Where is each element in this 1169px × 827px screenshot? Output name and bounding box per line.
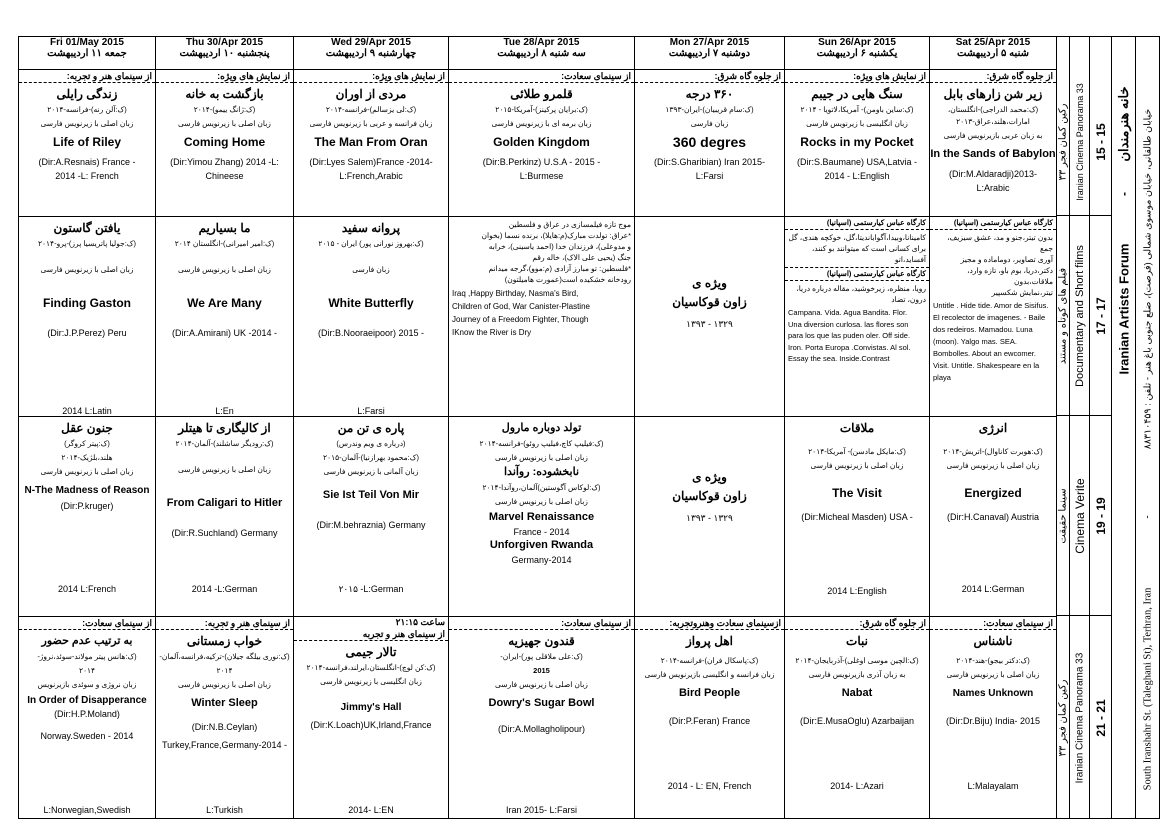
film-director: (Dir:K.Loach)UK,Irland,France [310,720,432,730]
film-credit: (ک:بهروز نورانی پور) ایران - ۲۰۱۵ [318,239,424,248]
film-credit: (ک:نوری بیلگه جیلان)-ترکیه،فرانسه،آلمان- [159,652,290,661]
film-meta: L:En [215,406,234,416]
film-meta: 2014 - L:English [824,171,890,181]
film-meta: 2014 L:German [961,584,1025,594]
film-title-en: Rocks in my Pocket [800,135,914,149]
film-language: زبان اصلی با زیرنویس فارسی [495,680,588,689]
film-language: زبان فارسی [690,119,729,128]
film-credit: (درباره ی ویم وندرس) [336,439,406,448]
film-director: (Dir:E.MusaOglu) Azarbaijan [799,716,915,726]
film-language: زبان اصلی با زیرنویس فارسی [40,119,134,128]
film-title-en: The Visit [832,486,882,500]
film-language: زبان انگلیسی با زیرنویس فارسی [320,677,422,686]
film-director: (Dir:H.Canaval) Austria [946,512,1040,522]
film-cell [930,617,1057,819]
film-meta: ۲۰۱۵ -L:German [338,584,404,594]
film-credit: (ک:لوکاس آگوستین)آلمان،روآندا-۲۰۱۴ [482,483,601,492]
film-cell [449,417,635,617]
film-meta: Iran 2015- L:Farsi [505,805,578,815]
section-label: از جلوه گاه شرق: [785,617,929,630]
section-label: از سینمای سعادت: [449,617,634,630]
film-meta: L:Turkish [206,805,243,815]
film-credit: (ک:پیتر کروگر) [64,439,110,448]
film-title-fa: قندون جهیزیه [508,634,575,648]
film-credit: (ک:کن لوچ)-انگلستان،ایرلند،فرانسه-۲۰۱۴ [306,663,436,672]
film-credit: (ک:جولیا پاتریسیا پرز)-پرو-۲۰۱۴ [37,239,137,248]
film-meta: Norway.Sweden - 2014 [40,731,134,741]
film-language: به زبان آذری بازیرنویس فارسی [808,670,906,679]
section-strip-cell: فیلم های کوتاه و مستند [1056,216,1069,416]
section-strip-cell: رکین کمان فجر ۳۳ [1057,679,1068,757]
film-credit: (ک:هانس پیتر مولاند-سوئد،نروژ- [37,652,137,661]
program-description-fa: کامینانا،وبیدا،آگواباندیتا،گل، خوکچه هندی، گل برای کسانی است که میتوانند بو کنند، آفساید،اتو [788,233,926,264]
section-label: کارگاه عباس کیارستمی (اسپانیا) [785,217,929,230]
separator-dash: - [1116,192,1131,196]
film-title-fa: زیر شن زارهای بابل [943,87,1043,101]
film-director: (Dir:N.B.Ceylan) [191,722,258,732]
film-director: (Dir:Micheal Masden) USA - [801,512,913,522]
film-credit: ۲۰۱۴ [78,666,96,675]
film-title-fa: اهل پرواز [686,634,733,648]
film-language: زبان فارسی [352,265,390,274]
film-director: (Dir:B.Perkinz) U.S.A - 2015 - [482,157,601,167]
section-strip-cell: Documentary and Short films [1070,216,1089,416]
film-language: زبان اصلی با زیرنویس فارسی [495,453,588,462]
film-title-fa: ۳۶۰ درجه [685,87,734,101]
film-language: زبان فرانسه و انگلیسی بازیرنویس فارسی [644,670,775,679]
film-meta: 2014- L:EN [348,805,394,815]
film-title-en: Names Unknown [952,688,1034,699]
film-language: زبان اصلی با زیرنویس فارسی [40,265,134,274]
film-credit: (ک:پاسکال فران)-فرانسه-۲۰۱۴ [660,656,759,665]
day-header-tue: Tue 28/Apr 2015 سه شنبه ۸ اردیبهشت [449,37,635,70]
address-en: South Iranshahr St. (Taleghani St), Terhran, Iran [1142,587,1153,790]
film-title-en: Nabat [841,687,873,699]
section-strip-cell: Cinema Verite [1070,416,1089,616]
day-header-thu: Thu 30/Apr 2015 پنجشنبه ۱۰ اردیبهشت [156,37,294,70]
film-title-fa: ملاقات [839,421,875,435]
time-strip-cell: 21 - 21 [1093,699,1108,737]
film-title-fa: یافتن گاستون [53,221,121,235]
section-label: از سینمای هنر و تجربه: [156,617,293,630]
film-title-fa: ما بسیاریم [198,221,251,235]
film-director: (Dir:B.Nooraeipoor) 2015 - [317,328,425,338]
film-title-en: Golden Kingdom [493,135,590,149]
film-director: (Dir:Dr.Biju) India- 2015 [945,716,1041,726]
film-title-fa: ناشناس [973,634,1013,648]
film-title-fa: جنون عقل [61,421,113,435]
film-director: (Dir:Yimou Zhang) 2014 -L: [170,157,279,167]
day-header-sat: Sat 25/Apr 2015 شنبه ۵ اردیبهشت [930,37,1057,70]
address-strip [1136,36,1160,819]
film-meta: Turkey,France,Germany-2014 - [161,740,288,750]
section-label: از سینمای سعادت: [449,70,634,83]
film-cell [19,417,156,617]
film-director: (Dir:A.Amirani) UK -2014 - [171,328,278,338]
film-director: (Dir:J.P.Perez) Peru [47,328,127,338]
section-strip-cell: Iranian Cinema Panorama 33 [1070,69,1089,216]
film-credit: (ک:هوبرت کاناوال)-اتریش-۲۰۱۴ [943,447,1043,456]
film-meta: L:Arabic [976,183,1010,193]
film-director: (Dir:S.Gharibian) Iran 2015- [653,157,766,167]
film-meta: L:Malayalam [967,781,1019,791]
section-strip-cell: سینما حقیقت [1056,416,1069,616]
film-language: زبان اصلی با زیرنویس فارسی [178,465,271,474]
film-cell [930,417,1057,617]
program-description-en: Campana. Vida. Agua Bandita. Flor. Una diversion curlosa. las flores son para los que las puden oler. Off side. Iron. Porta Europa .Convistas. Al sol. Essay the sea. Inside.Contrast [788,308,911,363]
film-cell [294,417,449,617]
film-cell [156,417,294,617]
film-title-fa: بازگشت به خانه [185,87,264,101]
film-title-en: In Order of Disapperance [27,695,147,706]
film-language: زبان برمه ای با زیرنویس فارسی [491,119,592,128]
film-director: (Dir:A.Resnais) France - [38,157,136,167]
film-credit: (ک:آلن رنه)-فرانسه-۲۰۱۴ [47,105,127,114]
slot-row-19 [19,417,1057,617]
film-credit: (ک:علی ملاقلی پور)-ایران- [500,652,583,661]
showtime: ساعت ۲۱:۱۵ [395,617,445,627]
film-title-en: Finding Gaston [43,296,131,310]
film-credit: (ک:الچین موسی اوغلی)-آذربایجان-۲۰۱۴ [795,656,919,665]
section-strip-cell: رکین کمان فجر ۳۳ [1056,69,1069,216]
section-label: از نمایش های ویژه: [294,70,448,83]
film-credit: (ک:ژانگ ییمو)-۲۰۱۴ [193,105,256,114]
film-title-fa: زندگی رایلی [56,87,118,101]
film-title-en: The Man From Oran [314,135,428,149]
slot-row-17 [19,217,1057,417]
film-title-en: Winter Sleep [191,697,258,709]
special-title: ویژه ی [692,276,727,290]
film-title-en: Life of Riley [52,135,121,149]
section-label: از جلوه گاه شرق: [635,70,784,83]
schedule-table [18,36,1057,819]
forum-name-en: Iranian Artists Forum [1116,243,1131,375]
film-credit: (ک:ساین باومن)- آمریکا،لاتویا - ۲۰۱۴ [800,105,914,114]
special-years: ۱۳۲۹ - ۱۳۹۳ [686,319,733,329]
film-credit: (ک:دکتر بیجو)-هند-۲۰۱۴ [956,656,1030,665]
film-cell [635,617,785,819]
day-header-mon: Mon 27/Apr 2015 دوشنبه ۷ اردیبهشت [635,37,785,70]
film-title-fa: پروانه سفید [341,221,401,235]
film-cell [156,70,294,217]
film-meta: 2014 L:Latin [62,406,112,416]
film-meta: 2014 - L: EN, French [667,781,752,791]
film-credit: (ک:محمود بهرازنیا)-آلمان-۲۰۱۵ [323,453,419,462]
program-description-en: Untitle . Hide tide. Amor de Sisifus. El recolector de imagenes. - Baile dos redeiros. Mamadou. Luna (moon). Yalgo mas. SEA. Bombolles. About an ewcomer. Visit. Untitle. Shakespeare en la playa [933,301,1049,382]
film-cell [156,217,294,417]
time-strip-cell: 15 - 15 [1090,69,1111,216]
film-meta: L:Norwegian,Swedish [43,805,131,815]
film-cell [785,70,930,217]
film-title-en: We Are Many [187,296,262,310]
film-language: زبان اصلی با زیرنویس فارسی [495,497,588,506]
film-cell [449,217,635,417]
film-director: (Dir:Lyes Salem)France -2014- [309,157,433,167]
section-label: از سینمای سعادت: [19,617,155,630]
film-cell [19,70,156,217]
film-language: زبان اصلی با زیرنویس فارسی [40,467,134,476]
day-header-wed: Wed 29/Apr 2015 چهارشنبه ۹ اردیبهشت [294,37,449,70]
film-director: (Dir:P.Feran) France [668,716,751,726]
film-cell [449,617,635,819]
section-en-strip [1070,36,1090,819]
film-title-fa: تالار جیمی [345,645,397,659]
film-title-en: N-The Madness of Reason [24,485,150,496]
special-name: زاون قوکاسیان [672,489,747,503]
film-credit: (ک:لی یزسالم)-فرانسه-۲۰۱۴ [325,105,417,114]
film-meta: 2014 L:English [827,586,887,596]
program-description-fa: موج تازه فیلمسازی در عراق و فلسطین *عراق: تولدت مبارک(م:هایلا)، برنده نسما (بخوان و مدوعلی)، فرزندان خدا (احمد یاسینی)، خرابه جنگ (یحیی علی الاک)، خاله رقم *فلسطین: تو مبارز آزادی (م:موو)،گرجه میدانم رودخانه خشکیده است(عمورت هامیلتون) [481,220,631,284]
section-fa-strip [1056,36,1070,819]
film-language: زبان اصلی با زیرنویس فارسی [178,119,271,128]
special-title: ویژه ی [692,470,727,484]
film-meta: L:Burmese [519,171,564,181]
film-meta: Chineese [205,171,244,181]
day-header-fri: Fri 01/May 2015 جمعه ۱۱ اردیبهشت [19,37,156,70]
film-cell [930,70,1057,217]
time-strip [1090,36,1112,819]
film-director: (Dir:M.Aldaradji)2013- [948,169,1038,179]
slot-row-21 [19,617,1057,819]
film-cell [785,417,930,617]
day-header-row [19,37,1057,70]
film-meta: 2014 -L: French [55,171,119,181]
time-strip-cell: 19 - 19 [1090,416,1111,616]
film-title-en: Unforgiven Rwanda [489,539,594,551]
film-title-fa: خواب زمستانی [186,634,263,648]
section-label: از نمایش های ویژه: [785,70,929,83]
forum-strip [1112,36,1136,819]
film-meta: 2014- L:Azari [830,781,884,791]
film-title-fa: تولد دوباره مارول [501,422,582,434]
time-strip-cell: 17 - 17 [1090,216,1111,416]
film-title-fa: انرژی [978,421,1008,435]
film-cell [156,617,294,819]
film-title-en: Marvel Renaissance [488,511,595,523]
film-title-en: 360 degres [672,134,747,150]
separator-dash: - [1142,515,1153,519]
section-label: ازسینمای سعادت وهنروتجربه: [635,617,784,630]
film-meta: France - 2014 [513,527,570,537]
film-credit: (ک:رودیگر ساشلند)-آلمان-۲۰۱۴ [175,439,274,448]
film-cell [294,217,449,417]
film-director: (Dir:S.Baumane) USA,Latvia - [796,157,918,167]
film-language: زبان اصلی با زیرنویس فارسی [178,265,271,274]
program-sheet [18,36,1165,819]
program-description-en: Iraq ,Happy Birthday, Nasma's Bird, Children of God, War Canister-Plastine Journey of a Freedom Fighter, Though IKnow the River is Dry [452,289,590,337]
film-cell [294,617,449,819]
section-label: از سینمای سعادت: [930,617,1056,630]
day-header-sun: Sun 26/Apr 2015 یکشنبه ۶ اردیبهشت [785,37,930,70]
film-language: زبان اصلی با زیرنویس فارسی [810,461,904,470]
section-label: از سینمای هنر و تجربه: [19,70,155,83]
film-title-fa: سنگ هایی در جیبم [811,87,903,101]
film-cell [785,217,930,417]
film-title-fa: از کالیگاری تا هیتلر [178,421,271,435]
film-director: (Dir:P.kruger) [60,501,114,511]
film-cell [294,70,449,217]
film-cell [19,617,156,819]
film-cell [930,217,1057,417]
film-title-fa: به ترتیب عدم حضور [41,635,133,647]
film-credit: ۲۰۱۴ [216,666,233,675]
film-credit: (ک:برایان پرکینز)-آمریکا-۲۰۱۵ [495,105,588,114]
film-credit: (ک:مایکل مادسن)- آمریکا-۲۰۱۴ [808,447,906,456]
special-years: ۱۳۲۹ - ۱۳۹۳ [686,513,733,523]
film-language: زبان اصلی با زیرنویس فارسی [946,461,1040,470]
film-title-en: Coming Home [183,135,266,149]
film-title-en: Bird People [678,687,741,699]
film-cell [635,217,785,417]
slot-row-15 [19,70,1057,217]
film-language: زبان آلمانی با زیرنویس فارسی [323,467,419,476]
film-credit: (ک:سام قریبیان)-ایران-۱۳۹۳ [665,105,754,114]
film-title-en: Jimmy's Hall [340,702,402,713]
film-meta: 2014 L:French [57,584,117,594]
film-cell [449,70,635,217]
film-language: زبان اصلی با زیرنویس فارسی [946,670,1040,679]
film-cell [635,70,785,217]
film-title-en: Sie Ist Teil Von Mir [322,489,420,501]
film-meta: L:Farsi [357,406,385,416]
film-title-en: Energized [964,486,1022,500]
film-credit: (ک:محمد الدراجی)-انگلستان، امارات،هلند،عراق-۲۰۱۳ [947,105,1039,126]
film-language: زبان نروژی و سوئدی بازیرنویس [37,680,137,689]
film-director: (Dir:A.Mollagholipour) [497,724,586,734]
section-label: از سینمای هنر و تجربه [294,628,448,641]
film-director: (Dir:R.Suchland) Germany [171,528,278,538]
film-credit: (ک:فیلیپ کاچ،فیلیپ روئو)-فرانسه-۲۰۱۴ [479,439,604,448]
film-title-en: White Butterfly [328,296,414,310]
film-title-en: Dowry's Sugar Bowl [488,697,595,709]
section-label: از جلوه گاه شرق: [930,70,1056,83]
film-title-fa: پاره ی تن من [337,421,405,435]
section-strip-cell: Iranian Cinema Panorama 33 [1074,652,1085,784]
film-director: (Dir:M.behraznia) Germany [316,520,426,530]
film-meta: 2014 -L:German [191,584,258,594]
film-title-fa: مردی از اوران [335,87,407,101]
forum-name-fa: خانه هنرمندان [1115,86,1131,162]
film-title-en: In the Sands of Babylon [930,148,1056,160]
film-title-fa: نبات [846,634,868,648]
film-cell [19,217,156,417]
film-title-fa: نابخشوده: روآندا [503,466,580,478]
special-name: زاون قوکاسیان [672,295,747,309]
film-credit: 2015 [533,666,550,675]
film-language: به زبان عربی بازیرنویس فارسی [943,131,1043,140]
film-language: زبان اصلی با زیرنویس فارسی [178,680,271,689]
film-title-fa: قلمرو طلائی [510,87,573,101]
film-meta: Germany-2014 [511,555,572,565]
program-description-fa: بدون تیتر،جنو و مد، عشق سیزیف، جمع آوری تصاویر، دوماماده و مجیز دکتر،دریا، بوم باو، تازه وارد، ملاقات،بدون تیتر،نمایش شکسپیر [947,233,1053,297]
program-description-fa: رویا، منظره، زیرخوشید، مقاله درباره دریا، درون، تضاد [796,284,926,304]
film-meta: L:Farsi [695,171,724,181]
address-fa: خیابان طالقانی، خیابان موسوی شمالی (فرصت)، ضلع جنوبی باغ هنر - تلفن : ۸۸۳۱۰۴۵۹ [1142,108,1153,450]
film-meta: L:French,Arabic [339,171,403,181]
film-director: (Dir:H.P.Moland) [54,709,120,719]
film-cell [635,417,785,617]
section-label: از نمایش های ویژه: [156,70,293,83]
film-language: زبان فرانسه و عربی با زیرنویس فارسی [309,119,433,128]
section-label: کارگاه عباس کیارستمی (اسپانیا) [785,267,929,281]
film-credit: (ک:امیر امیرانی)-انگلستان ۲۰۱۴ [174,239,275,248]
film-credit: هلند،بلژیک-۲۰۱۴ [61,453,113,462]
film-language: زبان انگلیسی با زیرنویس فارسی [806,119,908,128]
film-title-en: From Caligari to Hitler [166,497,283,509]
section-label: کارگاه عباس کیارستمی (اسپانیا) [930,217,1056,230]
film-cell [785,617,930,819]
